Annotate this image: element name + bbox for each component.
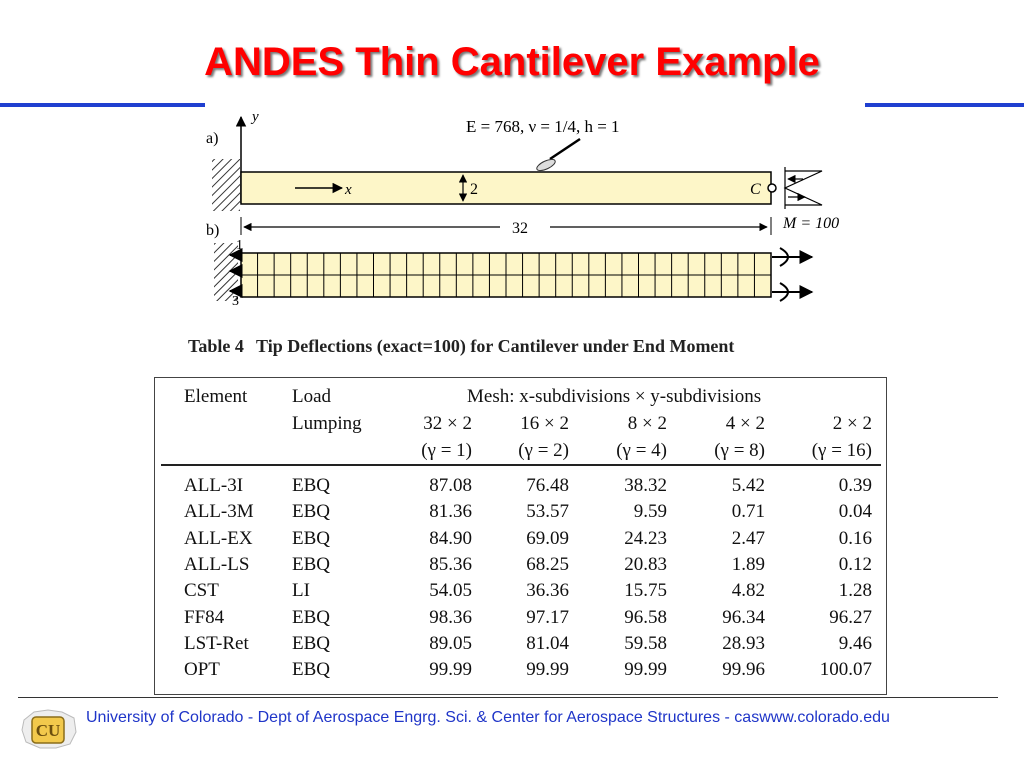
table-caption-number: Table 4	[188, 336, 244, 356]
header-element: Element	[184, 386, 248, 407]
header-gamma: (γ = 4)	[616, 440, 667, 461]
slide-title: ANDES Thin Cantilever Example	[204, 40, 820, 84]
header-rule	[161, 464, 881, 466]
table-cell-value: 96.34	[722, 606, 765, 628]
table-cell-load: EBQ	[292, 501, 330, 523]
length-value: 32	[512, 220, 528, 237]
header-mesh-size: 16 × 2	[520, 413, 569, 434]
table-cell-element: ALL-LS	[184, 553, 250, 575]
table-cell-value: 81.36	[429, 501, 472, 523]
table-cell-value: 99.99	[526, 659, 569, 681]
material-params: E = 768, ν = 1/4, h = 1	[466, 117, 620, 136]
table-cell-value: 0.71	[731, 501, 765, 523]
university-logo	[18, 706, 80, 752]
table-cell-load: EBQ	[292, 475, 330, 496]
label-b: b)	[206, 222, 220, 239]
table-cell-value: 28.93	[722, 632, 765, 654]
node-1-label: 1	[236, 238, 243, 253]
params-pointer	[550, 139, 580, 159]
header-gamma: (γ = 2)	[518, 440, 569, 461]
table-cell-value: 100.07	[819, 659, 872, 681]
point-c-marker	[768, 184, 776, 192]
table-cell-value: 0.39	[838, 475, 872, 496]
table-cell-element: LST-Ret	[184, 632, 249, 654]
table-cell-value: 1.28	[838, 580, 872, 602]
header-gamma: (γ = 1)	[421, 440, 472, 461]
table-cell-value: 84.90	[429, 527, 472, 549]
table-cell-value: 9.46	[838, 632, 872, 654]
table-cell-element: ALL-3M	[184, 501, 254, 523]
mesh	[241, 253, 771, 297]
params-pointer-head	[535, 157, 557, 173]
table-cell-element: OPT	[184, 659, 220, 681]
fixed-wall-a	[212, 159, 240, 211]
table-cell-value: 2.47	[731, 527, 765, 549]
table-cell-value: 0.16	[838, 527, 872, 549]
cantilever-figure	[200, 105, 890, 315]
table-cell-value: 98.36	[429, 606, 472, 628]
table-cell-load: LI	[292, 580, 310, 602]
table-cell-value: 99.99	[429, 659, 472, 681]
table-cell-value: 85.36	[429, 553, 472, 575]
results-table	[154, 377, 887, 695]
table-cell-value: 99.99	[624, 659, 667, 681]
table-cell-value: 0.04	[838, 501, 872, 523]
table-cell-value: 54.05	[429, 580, 472, 602]
table-cell-load: EBQ	[292, 632, 330, 654]
table-cell-load: EBQ	[292, 553, 330, 575]
header-mesh-size: 8 × 2	[627, 413, 667, 434]
table-cell-value: 0.12	[838, 553, 872, 575]
table-cell-value: 99.96	[722, 659, 765, 681]
table-cell-element: FF84	[184, 606, 225, 628]
table-cell-value: 53.57	[526, 501, 569, 523]
table-cell-value: 59.58	[624, 632, 667, 654]
header-gamma: (γ = 16)	[811, 440, 872, 461]
table-cell-value: 76.48	[526, 475, 569, 496]
table-cell-value: 36.36	[526, 580, 569, 602]
table-cell-value: 96.58	[624, 606, 667, 628]
x-axis-label: x	[345, 182, 352, 198]
node-3-label: 3	[232, 294, 239, 309]
header-mesh-size: 32 × 2	[423, 413, 472, 434]
table-cell-load: EBQ	[292, 606, 330, 628]
table-cell-element: ALL-3I	[184, 475, 244, 496]
table-cell-value: 81.04	[526, 632, 569, 654]
table-cell-value: 15.75	[624, 580, 667, 602]
table-cell-value: 24.23	[624, 527, 667, 549]
table-cell-element: ALL-EX	[184, 527, 253, 549]
header-mesh: Mesh: x-subdivisions × y-subdivisions	[467, 386, 762, 407]
footer-text: University of Colorado - Dept of Aerospace Engrg. Sci. & Center for Aerospace Structures - caswww.colorado.edu	[86, 709, 890, 726]
table-cell-value: 4.82	[731, 580, 765, 602]
height-value: 2	[470, 181, 478, 198]
table-cell-load: EBQ	[292, 527, 330, 549]
table-cell-value: 9.59	[633, 501, 667, 523]
title-rule-left	[0, 103, 205, 107]
point-c-label: C	[750, 181, 761, 198]
table-cell-value: 1.89	[731, 553, 765, 575]
table-cell-element: CST	[184, 580, 219, 602]
header-mesh-size: 4 × 2	[725, 413, 765, 434]
table-caption-text: Tip Deflections (exact=100) for Cantilever under End Moment	[256, 336, 735, 356]
table-cell-value: 38.32	[624, 475, 667, 496]
header-load: Load	[292, 386, 332, 407]
table-cell-value: 20.83	[624, 553, 667, 575]
table-cell-value: 89.05	[429, 632, 472, 654]
table-cell-load: EBQ	[292, 659, 330, 681]
moment-label: M = 100	[783, 215, 840, 232]
header-lumping: Lumping	[292, 413, 362, 434]
y-axis-label: y	[252, 109, 259, 125]
table-cell-value: 69.09	[526, 527, 569, 549]
label-a: a)	[206, 130, 219, 147]
logo-text: CU	[35, 721, 61, 740]
table-caption	[188, 336, 742, 357]
table-cell-value: 68.25	[526, 553, 569, 575]
mesh-tip-moments	[772, 248, 812, 301]
table-cell-value: 96.27	[829, 606, 872, 628]
table-cell-value: 5.42	[731, 475, 765, 496]
header-gamma: (γ = 8)	[714, 440, 765, 461]
header-mesh-size: 2 × 2	[832, 413, 872, 434]
footer-rule	[18, 697, 998, 698]
table-cell-value: 87.08	[429, 475, 472, 496]
moment-triangle	[785, 171, 822, 205]
table-cell-value: 97.17	[526, 606, 569, 628]
